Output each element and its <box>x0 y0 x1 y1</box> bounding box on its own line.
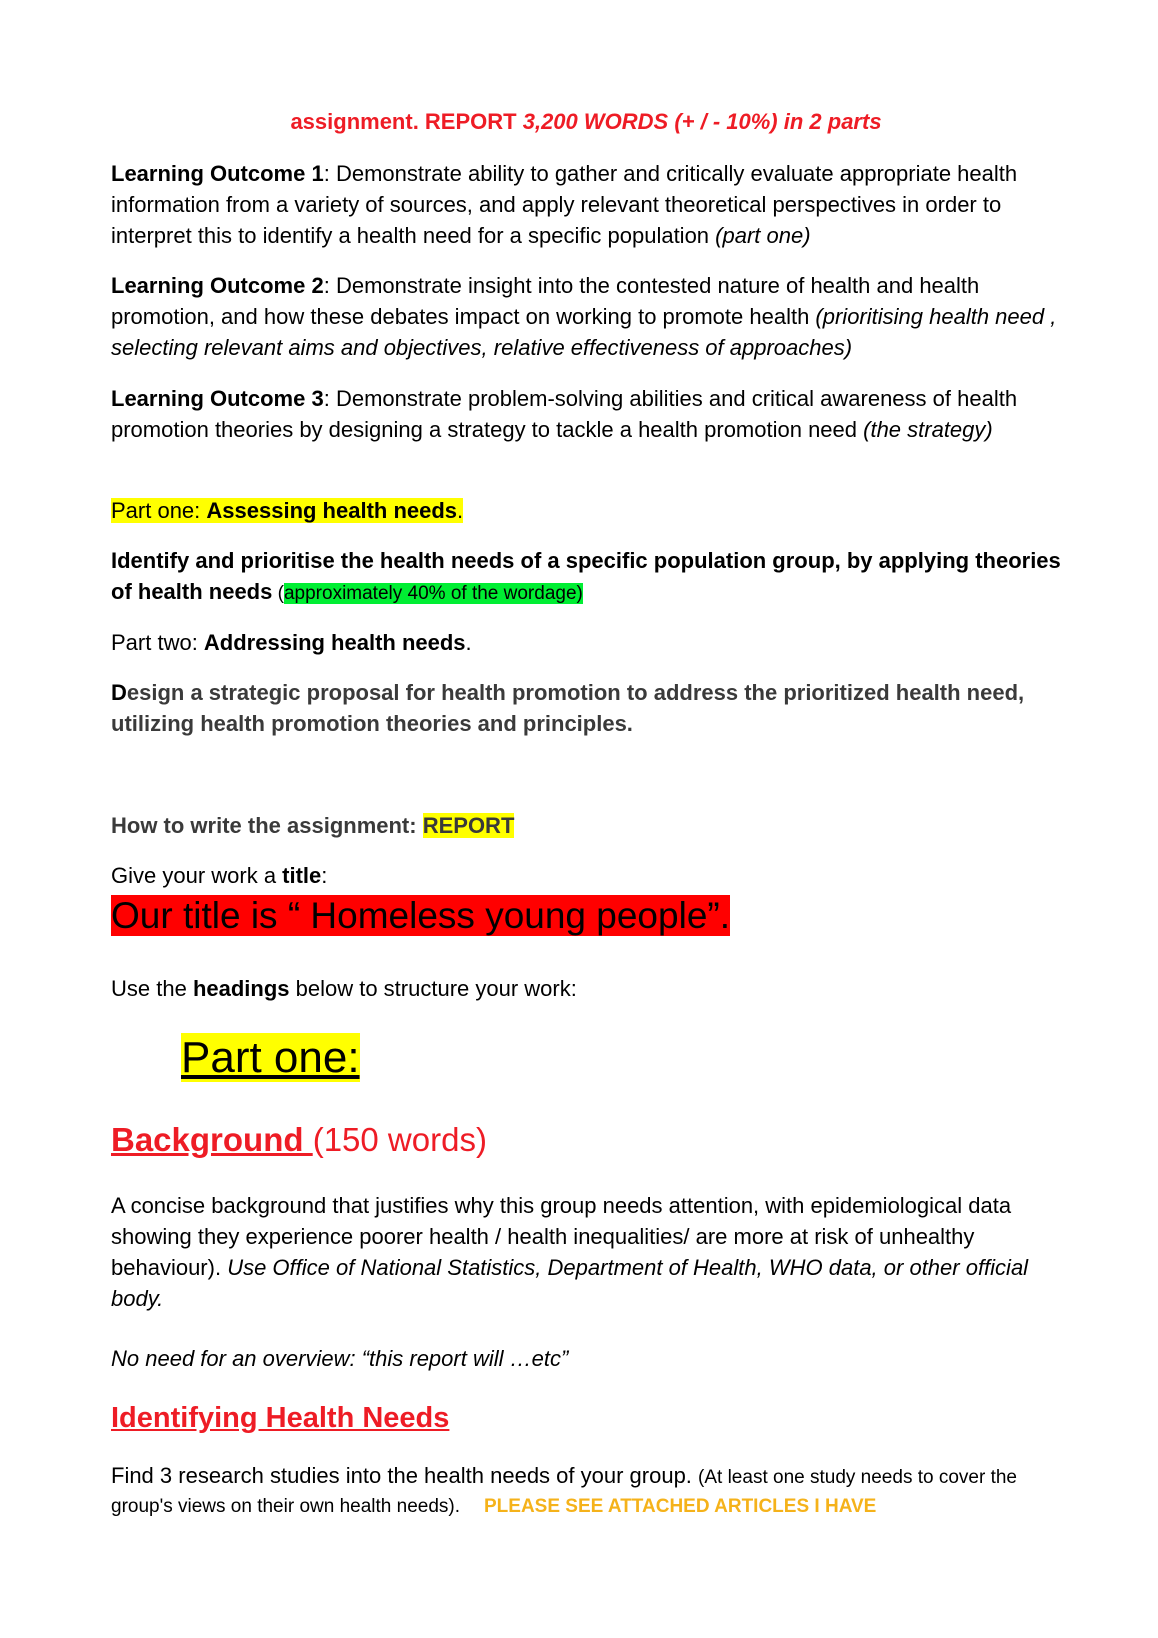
identify-instruction <box>111 545 1061 609</box>
design-instruction <box>111 677 1061 739</box>
outcome-label: Learning Outcome 3 <box>111 386 324 411</box>
outcome-label: Learning Outcome 2 <box>111 273 324 298</box>
part-one-heading: Part one: <box>181 1033 360 1082</box>
use-headings-bold: headings <box>192 976 290 1001</box>
how-to-label: How to write the assignment: <box>111 813 423 838</box>
assignment-header-wordcount: 3,200 WORDS (+ / - 10%) in 2 parts <box>522 109 882 134</box>
design-text: esign a strategic proposal for health promotion to address the prioritized health need, utilizing health promotion theories and principles. <box>111 680 1025 736</box>
learning-outcome-1 <box>111 158 1061 251</box>
our-title-line <box>111 894 1061 938</box>
give-title-bold: title <box>282 863 322 888</box>
part-two-title: Addressing health needs <box>203 630 466 655</box>
use-headings-prefix: Use the <box>111 976 193 1001</box>
give-title-line <box>111 860 1061 891</box>
identify-paren: ( <box>272 583 284 604</box>
background-heading: Background <box>111 1121 313 1158</box>
part-two-line <box>111 627 1061 658</box>
outcome-label: Learning Outcome 1 <box>111 161 324 186</box>
learning-outcome-2 <box>111 270 1061 363</box>
part-one-heading-line <box>181 1028 981 1088</box>
report-highlight: REPORT <box>422 813 515 838</box>
outcome-note: (prioritising health need , selecting relevant aims and objectives, relative effectiveness of approaches) <box>111 304 1057 360</box>
learning-outcome-3 <box>111 383 1061 445</box>
attached-articles-note: PLEASE SEE ATTACHED ARTICLES I HAVE <box>484 1496 877 1517</box>
identifying-heading: Identifying Health Needs <box>111 1402 450 1434</box>
use-headings-line <box>111 973 1061 1004</box>
wordage-highlight: approximately 40% of the wordage) <box>283 583 583 604</box>
background-text-italic: Use Office of National Statistics, Department of Health, WHO data, or other official body. <box>111 1255 1029 1311</box>
use-headings-suffix: below to structure your work: <box>289 976 577 1001</box>
identifying-heading-line <box>111 1398 1061 1438</box>
assignment-header <box>111 108 1061 136</box>
how-to-write <box>111 810 1061 841</box>
background-text-plain: A concise background that justifies why this group needs attention, with epidemiological data showing they experience poorer health / health inequalities/ are more at risk of unhealthy behaviour). <box>111 1193 1012 1280</box>
background-text <box>111 1190 1061 1314</box>
outcome-text: : Demonstrate ability to gather and critically evaluate appropriate health information from a variety of sources, and apply relevant theoretical perspectives in order to interpret this to identify a health need for a specific population <box>111 161 1018 248</box>
identify-text: Identify and prioritise the health needs of a specific population group, by applying theories of health needs <box>111 548 1061 604</box>
our-title: Our title is “ Homeless young people”. <box>111 895 730 936</box>
find-studies-main: Find 3 research studies into the health needs of your group. <box>111 1463 699 1488</box>
find-studies-instruction <box>111 1462 1061 1520</box>
background-word-count: (150 words) <box>312 1121 487 1158</box>
part-two-prefix: Part two: <box>111 630 204 655</box>
outcome-note: (the strategy) <box>863 417 993 442</box>
part-one-prefix: Part one: <box>111 498 207 523</box>
outcome-note: (part one) <box>715 223 811 248</box>
part-one-suffix: . <box>457 498 464 523</box>
part-two-suffix: . <box>465 630 472 655</box>
background-heading-line <box>111 1118 1061 1162</box>
find-studies-detail: (At least one study needs to cover the group's views on their own health needs). <box>111 1467 1017 1517</box>
no-overview-note: No need for an overview: “this report will …etc” <box>111 1346 569 1371</box>
outcome-text: : Demonstrate problem-solving abilities and critical awareness of health promotion theories by designing a strategy to tackle a health promotion need <box>111 386 1018 442</box>
part-one-title: Assessing health needs <box>206 498 458 523</box>
part-one-line <box>111 495 1061 526</box>
give-title-prefix: Give your work a <box>111 863 283 888</box>
design-first-letter: D <box>111 680 127 705</box>
give-title-suffix: : <box>321 863 328 888</box>
outcome-text: : Demonstrate insight into the contested nature of health and health promotion, and how these debates impact on working to promote health <box>111 273 980 329</box>
assignment-header-prefix: assignment. REPORT <box>290 109 523 134</box>
